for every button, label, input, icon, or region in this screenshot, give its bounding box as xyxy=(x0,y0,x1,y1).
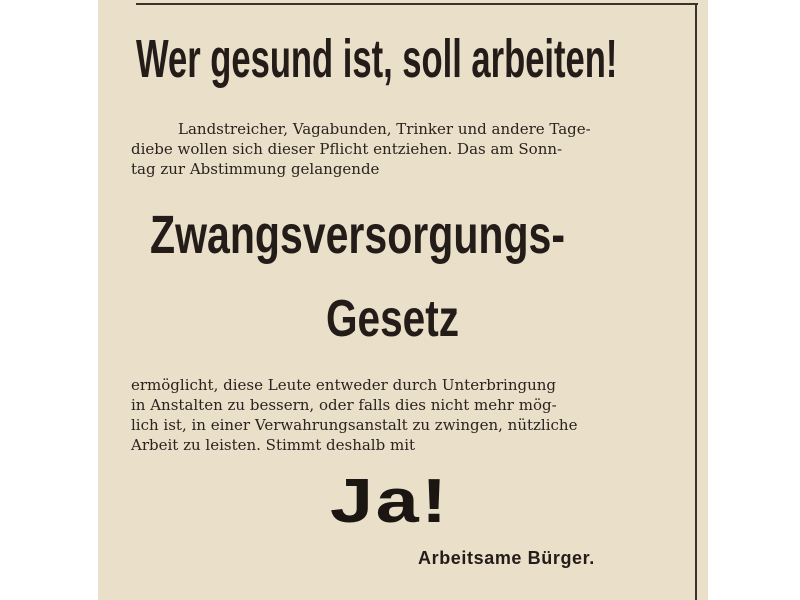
intro-line: Landstreicher, Vagabunden, Trinker und andere Tage- xyxy=(178,120,591,138)
vote-yes: Ja! xyxy=(330,467,450,536)
headline: Wer gesund ist, soll arbeiten! xyxy=(136,29,618,89)
law-name-line-1: Zwangsversorgungs- xyxy=(150,205,566,265)
body-line: in Anstalten zu bessern, oder falls dies nicht mehr mög- xyxy=(131,396,557,414)
law-name-line-2: Gesetz xyxy=(326,290,460,348)
intro-line: tag zur Abstimmung gelangende xyxy=(131,160,380,178)
right-column-rule xyxy=(695,3,697,600)
body-line: lich ist, in einer Verwahrungsanstalt zu zwingen, nützliche xyxy=(131,416,578,434)
top-rule xyxy=(136,3,698,5)
body-line: Arbeit zu leisten. Stimmt deshalb mit xyxy=(131,436,416,454)
newspaper-advertisement xyxy=(98,0,708,600)
intro-paragraph xyxy=(131,119,681,179)
body-paragraph xyxy=(131,375,681,455)
intro-line: diebe wollen sich dieser Pflicht entziehen. Das am Sonn- xyxy=(131,140,563,158)
body-line: ermöglicht, diese Leute entweder durch Unterbringung xyxy=(131,376,557,394)
signature: Arbeitsame Bürger. xyxy=(418,548,595,568)
